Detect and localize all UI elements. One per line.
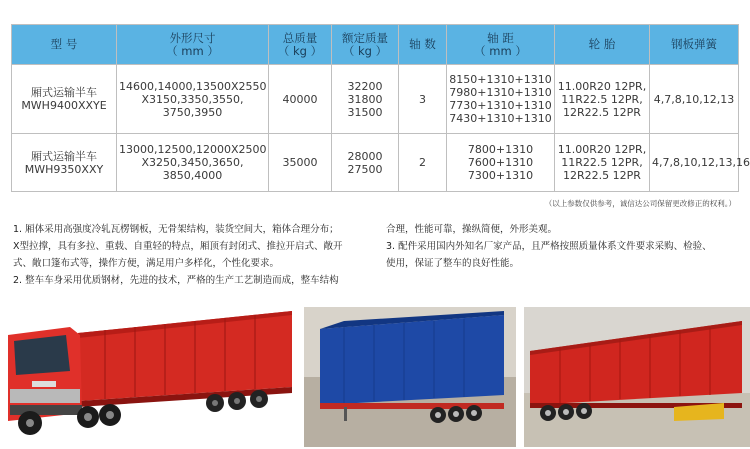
feature-notes-left (13, 221, 375, 289)
table-header-row (12, 25, 739, 65)
cell-wheelbase: 8150+1310+1310 7980+1310+1310 7730+1310+1310 7430+1310+1310 (447, 65, 555, 134)
cell-total-mass: 40000 (269, 65, 332, 134)
spec-table (11, 24, 750, 192)
header-springs: 钢板弹簧 (650, 25, 739, 65)
cell-axles: 2 (399, 134, 447, 192)
product-photos (0, 305, 750, 449)
cell-dimensions: 13000,12500,12000X2500 X3250,3450,3650, 3850,4000 (117, 134, 269, 192)
cell-total-mass: 35000 (269, 134, 332, 192)
cell-rated-mass: 32200 31800 31500 (332, 65, 399, 134)
cell-rated-mass: 28000 27500 (332, 134, 399, 192)
header-total-mass: 总质量 （ kg ） (269, 25, 332, 65)
cell-springs: 4,7,8,10,12,13,16 (650, 134, 739, 192)
photo-red-truck-trailer (0, 305, 296, 449)
cell-tires: 11.00R20 12PR, 11R22.5 12PR, 12R22.5 12PR (555, 65, 650, 134)
cell-model: 厢式运输半车 MWH9400XXYE (12, 65, 117, 134)
photo-red-box-trailer (524, 307, 750, 447)
header-dimensions: 外形尺寸 （ mm ） (117, 25, 269, 65)
note-line: X型拉撑，具有多拉、重载、自重轻的特点，厢顶有封闭式、推拉开启式、敞开 (13, 241, 343, 252)
cell-springs: 4,7,8,10,12,13 (650, 65, 739, 134)
note-line: 合理，性能可靠，操纵简便，外形美观。 (386, 224, 558, 235)
header-rated-mass: 额定质量 （ kg ） (332, 25, 399, 65)
table-row (12, 65, 739, 134)
cell-axles: 3 (399, 65, 447, 134)
header-tires: 轮 胎 (555, 25, 650, 65)
header-wheelbase: 轴 距 （ mm ） (447, 25, 555, 65)
note-line: 3. 配件采用国内外知名厂家产品，且严格按照质量体系文件要求采购、检验、 (386, 241, 712, 252)
cell-tires: 11.00R20 12PR, 11R22.5 12PR, 12R22.5 12PR (555, 134, 650, 192)
cell-model: 厢式运输半车 MWH9350XXY (12, 134, 117, 192)
feature-notes-right (386, 221, 738, 272)
note-line: 式、敞口篷布式等，操作方便，满足用户多样化，个性化要求。 (13, 258, 280, 269)
cell-dimensions: 14600,14000,13500X2550 X3150,3350,3550, 3750,3950 (117, 65, 269, 134)
disclaimer-text: （以上参数仅供参考，诚信达公司保留更改修正的权利。） (544, 199, 736, 208)
note-line: 使用，保证了整车的良好性能。 (386, 258, 520, 269)
cell-wheelbase: 7800+1310 7600+1310 7300+1310 (447, 134, 555, 192)
table-row (12, 134, 739, 192)
photo-blue-box-trailer (304, 307, 516, 447)
note-line: 1. 厢体采用高强度冷轧瓦楞钢板，无骨架结构，装货空间大，箱体合理分布； (13, 224, 339, 235)
note-line: 2. 整车车身采用优质钢材，先进的技术，严格的生产工艺制造而成，整车结构 (13, 275, 339, 286)
header-axles: 轴 数 (399, 25, 447, 65)
header-model: 型 号 (12, 25, 117, 65)
